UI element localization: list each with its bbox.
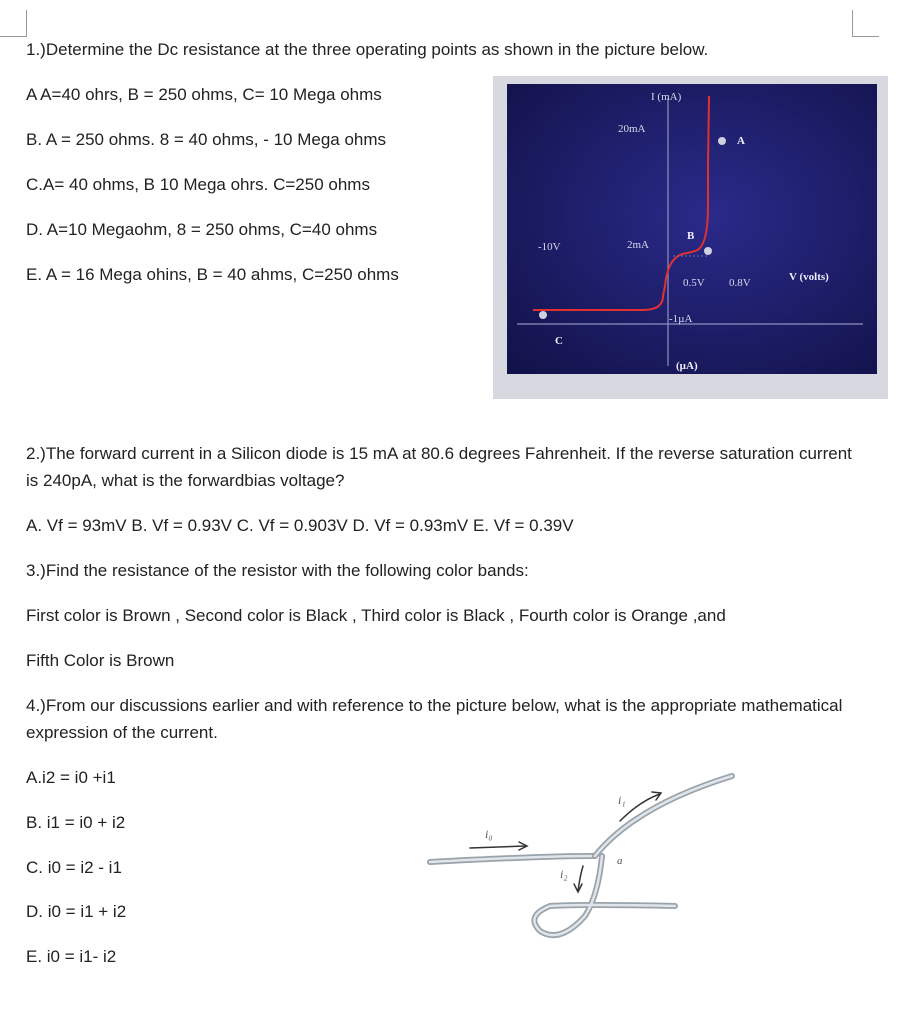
question-1-text: 1.)Determine the Dc resistance at the three operating points as shown in the picture below. (26, 40, 709, 59)
operating-point-c (539, 311, 547, 319)
crop-mark-left (0, 10, 27, 37)
operating-point-a (718, 137, 726, 145)
label-i1: i₁ (618, 793, 626, 807)
question-4-text: 4.)From our discussions earlier and with reference to the picture below, what is the appropriate mathematical expression of the current. (26, 696, 843, 742)
q2-options: A. Vf = 93mV B. Vf = 0.93V C. Vf = 0.903V D. Vf = 0.93mV E. Vf = 0.39V (26, 516, 574, 535)
pipe-branch-2 (534, 856, 675, 935)
graph-y-axis-label: I (mA) (651, 91, 682, 103)
q1-option-c: C.A= 40 ohms, B 10 Mega ohrs. C=250 ohms (26, 175, 370, 194)
point-a-label: A (737, 135, 745, 147)
graph-y-tick-20ma: 20mA (618, 123, 646, 135)
graph-y-tick-2ma: 2mA (627, 239, 649, 251)
pipe-junction-figure (420, 766, 740, 946)
label-a: a (617, 855, 623, 867)
operating-point-b (704, 247, 712, 255)
graph-x-axis-label: V (volts) (789, 271, 829, 283)
graph-x-tick-08v: 0.8V (729, 277, 751, 289)
diode-iv-graph (493, 76, 888, 399)
arrow-i0 (470, 846, 525, 848)
pipe-branch-1 (595, 776, 732, 856)
q3-color-bands-line-1: First color is Brown , Second color is Black , Third color is Black , Fourth color is Orange ,and (26, 606, 726, 625)
q4-option-c: C. i0 = i2 - i1 (26, 858, 122, 877)
q4-option-d: D. i0 = i1 + i2 (26, 902, 127, 921)
point-b-label: B (687, 230, 695, 242)
crop-mark-right (852, 10, 879, 37)
graph-x-tick-05v: 0.5V (683, 277, 705, 289)
q4-option-a: A.i2 = i0 +i1 (26, 768, 116, 787)
label-i0: i₀ (485, 827, 493, 841)
point-c-label: C (555, 335, 563, 347)
q4-option-e: E. i0 = i1- i2 (26, 947, 117, 966)
graph-y-tick-neg1ua: -1µA (669, 313, 693, 325)
label-i2: i₂ (560, 867, 568, 881)
q3-color-bands-line-2: Fifth Color is Brown (26, 651, 175, 670)
question-3-text: 3.)Find the resistance of the resistor with the following color bands: (26, 561, 529, 580)
q1-option-a: A A=40 ohrs, B = 250 ohms, C= 10 Mega ohms (26, 85, 382, 104)
question-2-text: 2.)The forward current in a Silicon diode is 15 mA at 80.6 degrees Fahrenheit. If the reverse saturation current is 240pA, what is the forwardbias voltage? (26, 444, 852, 490)
graph-x-tick-neg10v: -10V (538, 241, 561, 253)
q1-option-d: D. A=10 Megaohm, 8 = 250 ohms, C=40 ohms (26, 220, 378, 239)
q4-option-b: B. i1 = i0 + i2 (26, 813, 126, 832)
q1-option-b: B. A = 250 ohms. 8 = 40 ohms, - 10 Mega ohms (26, 130, 387, 149)
graph-y-axis-neg-label: (µA) (676, 360, 698, 372)
q1-option-e: E. A = 16 Mega ohins, B = 40 ahms, C=250 ohms (26, 265, 399, 284)
